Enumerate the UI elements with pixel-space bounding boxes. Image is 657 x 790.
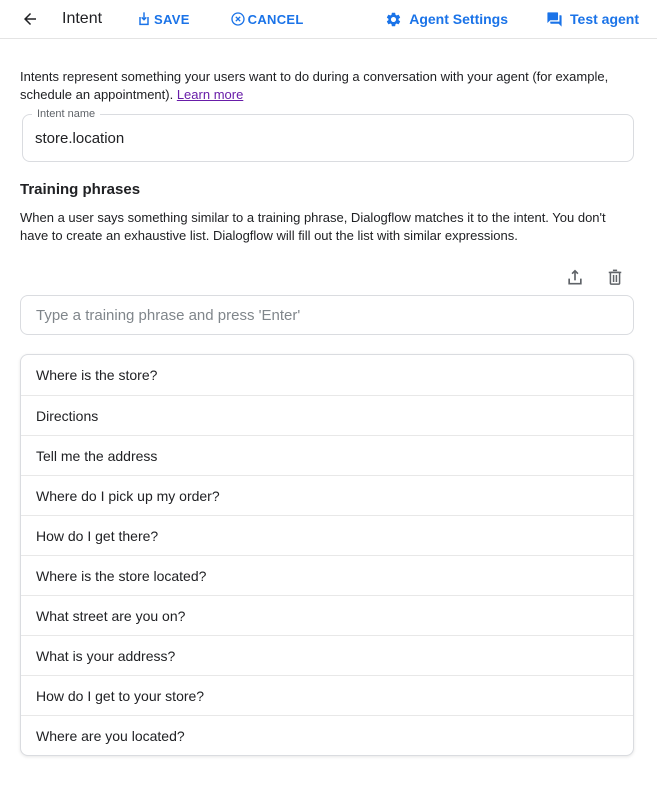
learn-more-link[interactable]: Learn more [176,87,244,102]
delete-phrases-button[interactable] [604,266,626,288]
cancel-button-label: CANCEL [247,11,304,27]
chat-forum-icon [546,11,563,28]
training-phrase-row[interactable]: Where is the store? [36,367,158,383]
agent-settings-label: Agent Settings [409,11,509,27]
training-phrase-input[interactable] [20,295,634,335]
training-phrase-row[interactable]: Tell me the address [21,435,633,475]
training-phrase-row[interactable]: Where do I pick up my order? [21,475,633,515]
test-agent-button[interactable] [546,11,639,28]
trash-icon [605,267,625,287]
training-phrase-row[interactable]: Where are you located? [21,715,633,755]
test-agent-label: Test agent [570,11,639,27]
top-bar [0,0,657,39]
training-phrases-heading: Training phrases [20,181,141,198]
training-phrase-row[interactable]: Where is the store located? [21,555,633,595]
training-phrase-row[interactable]: How do I get to your store? [21,675,633,715]
page-title: Intent [62,10,103,27]
training-phrase-row[interactable]: Directions [21,395,633,435]
intent-name-field [22,108,634,162]
intent-description [20,68,637,104]
arrow-back-icon [21,10,39,28]
agent-settings-button[interactable] [385,11,508,28]
intent-name-label: Intent name [32,108,100,121]
intent-name-input[interactable] [23,115,633,161]
gear-icon [385,11,402,28]
training-phrase-row[interactable]: What is your address? [21,635,633,675]
training-phrases-list [20,354,634,756]
training-phrases-description: When a user says something similar to a training phrase, Dialogflow matches it to the intent. You don't have to create an exhaustive list. Dialogflow will fill out the list with similar expressions. [20,210,606,243]
save-button[interactable] [136,11,190,27]
upload-icon [565,267,585,287]
training-phrase-row[interactable]: What street are you on? [21,595,633,635]
cancel-circle-icon [230,11,246,27]
training-phrases-toolbar [20,265,626,289]
save-icon [136,11,152,27]
back-button[interactable] [20,9,40,29]
upload-phrases-button[interactable] [564,266,586,288]
intent-description-text: Intents represent something your users want to do during a conversation with your agent (for example, schedule an appointment). [20,69,609,102]
training-phrase-row[interactable]: How do I get there? [21,515,633,555]
save-button-label: SAVE [154,11,190,27]
cancel-button[interactable] [230,11,304,27]
